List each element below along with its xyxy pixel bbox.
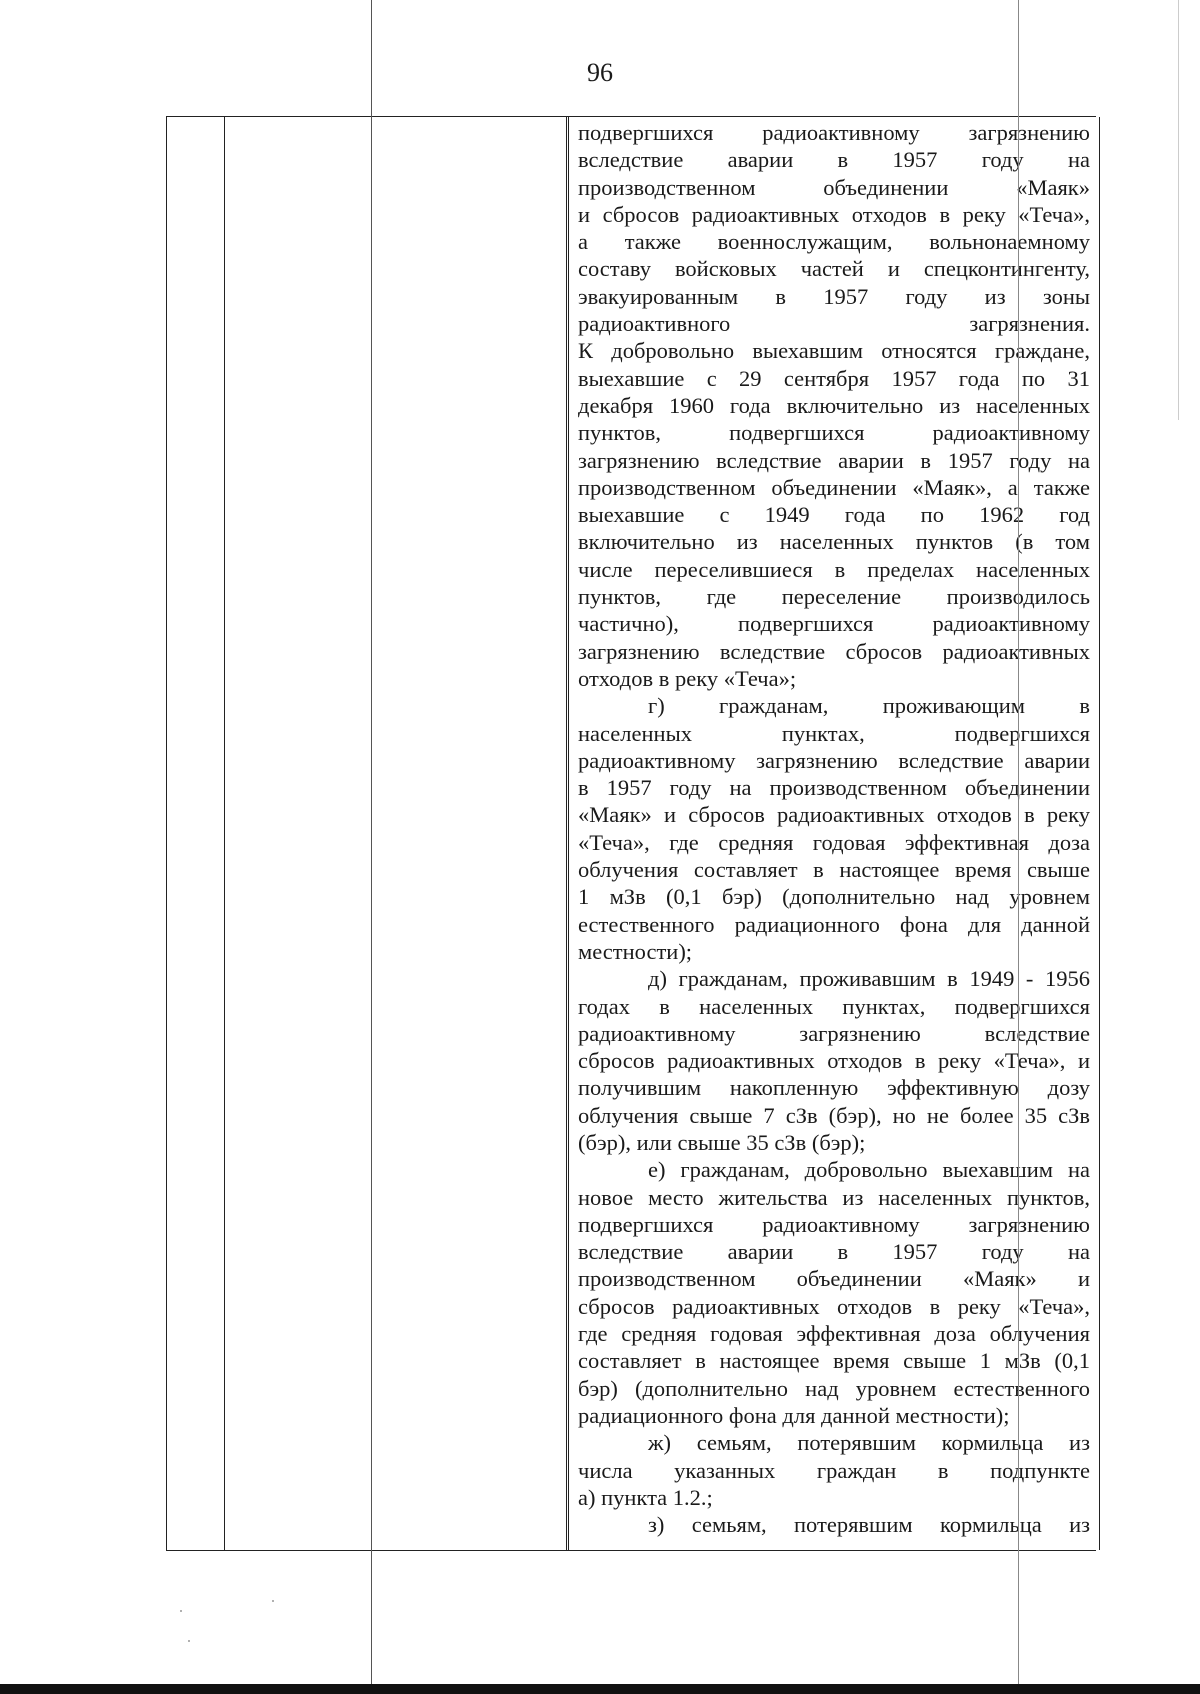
text-line: облучения составляет в настоящее время свыше [578,857,1090,883]
text-line: декабря 1960 года включительно из населенных [578,392,1090,418]
text-line: радиационного фона для данной местности); [578,1402,1010,1428]
text-line: радиоактивному загрязнению вследствие [578,1020,1090,1046]
text-line: частично), подвергшихся радиоактивному [578,611,1090,637]
text-line: составляет в настоящее время свыше 1 мЗв (0,1 [578,1348,1090,1374]
table-border-left [166,117,167,1550]
text-line: з) семьям, потерявшим кормильца из [648,1512,1090,1538]
text-line: вследствие аварии в 1957 году на [578,1239,1090,1265]
page-number: 96 [587,58,613,87]
text-line: г) гражданам, проживающим в [648,693,1090,719]
text-line: (бэр), или свыше 35 сЗв (бэр); [578,1129,866,1155]
text-line: облучения свыше 7 сЗв (бэр), но не более 35 сЗв [578,1102,1090,1128]
text-line: «Маяк» и сбросов радиоактивных отходов в реку [578,802,1090,828]
table-border-right [1099,117,1100,1550]
text-line: пунктов, где переселение производилось [578,584,1090,610]
text-line: включительно из населенных пунктов (в том [578,529,1090,555]
text-line: радиоактивного загрязнения. [578,311,1090,337]
text-line: производственном объединении «Маяк» [578,174,1090,200]
text-line: числа указанных граждан в подпункте [578,1457,1090,1483]
table-column-divider [566,117,567,1550]
text-line: К добровольно выехавшим относятся граждане, [578,338,1090,364]
table-text-cell [578,119,1090,1538]
text-line: новое место жительства из населенных пунктов, [578,1184,1090,1210]
scan-dot [180,1610,182,1612]
text-line: пунктов, подвергшихся радиоактивному [578,420,1090,446]
text-line: населенных пунктах, подвергшихся [578,720,1090,746]
text-line: составу войсковых частей и спецконтингенту, [578,256,1090,282]
text-line: вследствие аварии в 1957 году на [578,147,1090,173]
scan-dot [188,1640,190,1642]
text-line: и сбросов радиоактивных отходов в реку «Теча», [578,201,1090,227]
text-line: производственном объединении «Маяк» и [578,1266,1090,1292]
text-line: загрязнению вследствие сбросов радиоактивных [578,638,1090,664]
scan-dot [272,1600,274,1602]
text-line: д) гражданам, проживавшим в 1949 - 1956 [648,966,1090,992]
text-line: бэр) (дополнительно над уровнем естественного [578,1375,1090,1401]
text-line: 1 мЗв (0,1 бэр) (дополнительно над уровнем [578,884,1090,910]
text-line: подвергшихся радиоактивному загрязнению [578,120,1090,145]
text-line: а также военнослужащим, вольнонаемному [578,229,1090,255]
scan-line [371,0,372,1694]
text-line: ж) семьям, потерявшим кормильца из [648,1430,1090,1456]
text-line: эвакуированным в 1957 году из зоны [578,283,1090,309]
text-line: е) гражданам, добровольно выехавшим на [648,1157,1090,1183]
text-line: выехавшие с 29 сентября 1957 года по 31 [578,365,1090,391]
text-line: сбросов радиоактивных отходов в реку «Теча», [578,1293,1090,1319]
scan-bottom-edge [0,1684,1200,1694]
text-line: «Теча», где средняя годовая эффективная доза [578,829,1090,855]
text-line: производственном объединении «Маяк», а также [578,474,1090,500]
text-line: годах в населенных пунктах, подвергшихся [578,993,1090,1019]
text-line: выехавшие с 1949 года по 1962 год [578,502,1090,528]
text-line: сбросов радиоактивных отходов в реку «Теча», и [578,1048,1090,1074]
text-line: получившим накопленную эффективную дозу [578,1075,1090,1101]
text-line: отходов в реку «Теча»; [578,665,797,691]
text-line: в 1957 году на производственном объединении [578,775,1090,801]
text-line: местности); [578,938,693,964]
text-line: естественного радиационного фона для данной [578,911,1090,937]
table-column-divider [224,117,225,1550]
text-line: загрязнению вследствие аварии в 1957 году на [578,447,1090,473]
text-line: радиоактивному загрязнению вследствие аварии [578,747,1090,773]
table-column-divider [568,117,569,1550]
text-line: числе переселившиеся в пределах населенных [578,556,1090,582]
scan-line [1178,0,1179,420]
table [166,116,1096,1551]
scan-line [1018,0,1019,1694]
text-line: подвергшихся радиоактивному загрязнению [578,1211,1090,1237]
text-line: а) пункта 1.2.; [578,1484,713,1510]
text-line: где средняя годовая эффективная доза облучения [578,1321,1090,1347]
